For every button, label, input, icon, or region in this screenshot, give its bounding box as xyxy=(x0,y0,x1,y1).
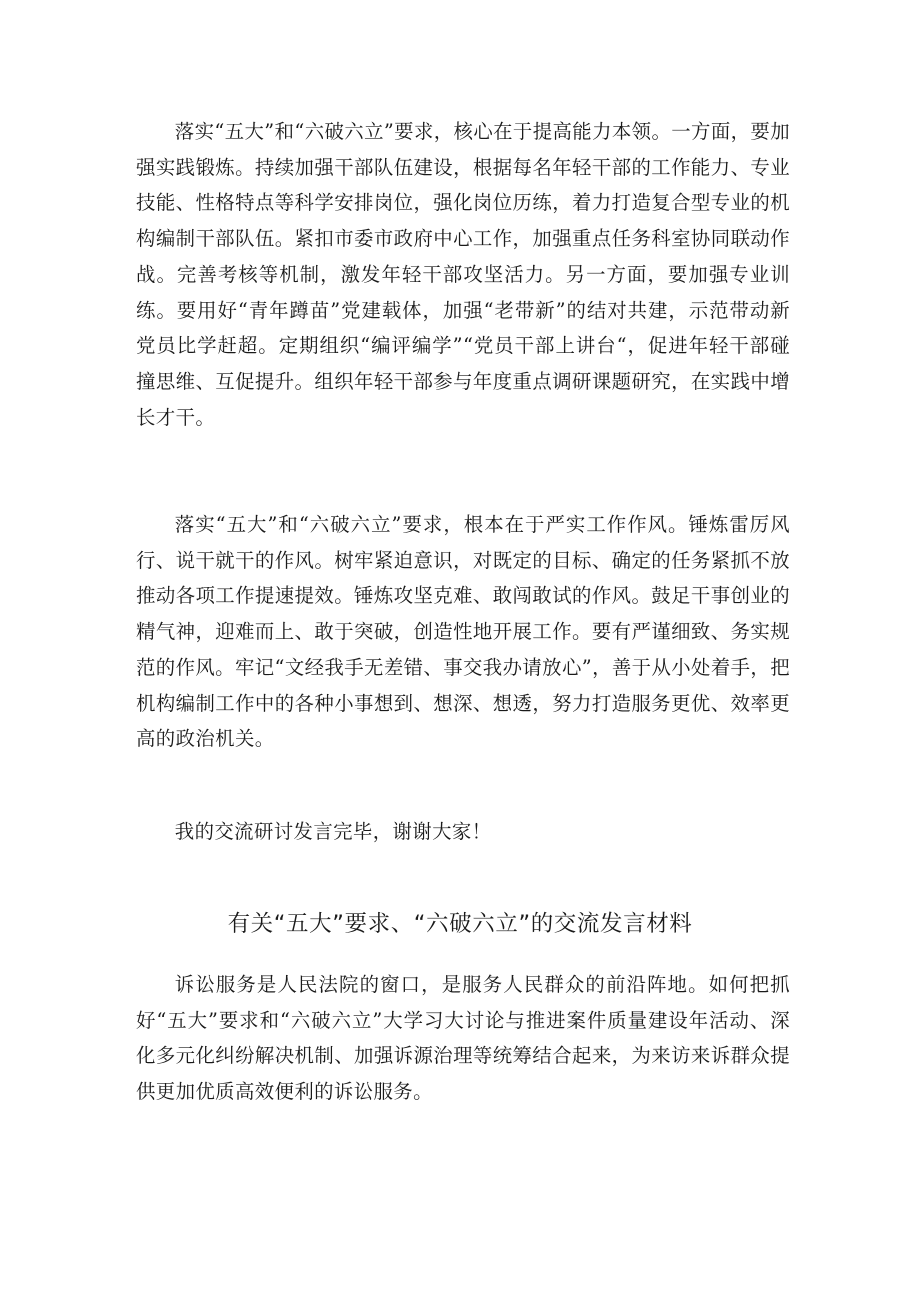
paragraph-block xyxy=(136,114,790,435)
paragraph-closing: 我的交流研讨发言完毕，谢谢大家！ xyxy=(174,820,492,843)
paragraph-work-style: 落实“五大”和“六破六立”要求，根本在于严实工作作风。锤炼雷厉风行、说干就干的作风。树牢紧迫意识，对既定的目标、确定的任务紧抓不放推动各项工作提速提效。锤炼攻坚克难、敢闯敢试的作风。鼓足干事创业的精气神，迎难而上、敢于突破，创造性地开展工作。要有严谨细致、务实规范的作风。牢记“文经我手无差错、事交我办请放心”，善于从小处着手，把机构编制工作中的各种小事想到、想深、想透，努力打造服务更优、效率更高的政治机关。 xyxy=(136,513,790,751)
paragraph-ability: 落实“五大”和“六破六立”要求，核心在于提高能力本领。一方面，要加强实践锻炼。持续加强干部队伍建设，根据每名年轻干部的工作能力、专业技能、性格特点等科学安排岗位，强化岗位历练，着力打造复合型专业的机构编制干部队伍。紧扣市委市政府中心工作，加强重点任务科室协同联动作战。完善考核等机制，激发年轻干部攻坚活力。另一方面，要加强专业训练。要用好“青年蹲苗”党建载体，加强“老带新”的结对共建，示范带动新党员比学赶超。定期组织“编评编学”“党员干部上讲台“，促进年轻干部碰撞思维、互促提升。组织年轻干部参与年度重点调研课题研究，在实践中增长才干。 xyxy=(136,120,790,429)
section-heading: 有关“五大”要求、“六破六立”的交流发言材料 xyxy=(227,911,693,937)
paragraph-block xyxy=(136,967,790,1110)
paragraph-block xyxy=(136,507,790,757)
paragraph-block xyxy=(136,814,790,850)
paragraph-litigation-service: 诉讼服务是人民法院的窗口，是服务人民群众的前沿阵地。如何把抓好“五大”要求和“六破六立”大学习大讨论与推进案件质量建设年活动、深化多元化纠纷解决机制、加强诉源治理等统筹结合起来，为来访来诉群众提供更加优质高效便利的诉讼服务。 xyxy=(136,973,790,1104)
